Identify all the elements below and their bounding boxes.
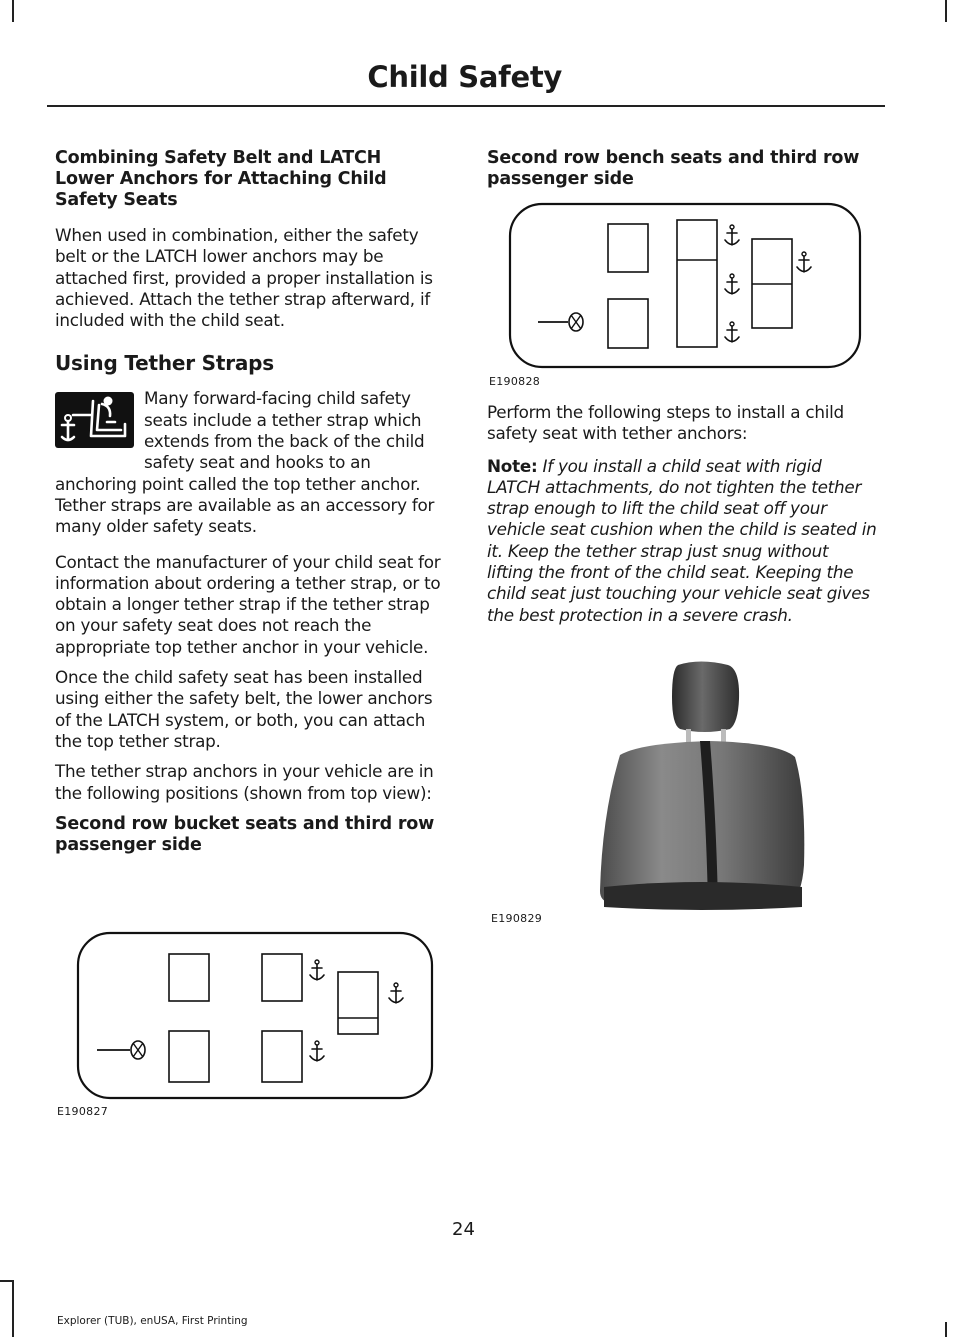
child-seat-tether-icon <box>55 392 134 448</box>
paragraph-tether-3: Once the child safety seat has been installed using either the safety belt, the lower anchors of the LATCH system, or both, you can attach the top tether strap. <box>55 667 433 751</box>
figure-id-seat: E190829 <box>491 912 543 925</box>
footer-text: Explorer (TUB), enUSA, First Printing <box>57 1315 248 1327</box>
figure-id-bench: E190828 <box>489 375 541 388</box>
crop-mark-top-right-v <box>945 0 947 22</box>
crop-mark-top-left-v <box>12 0 14 22</box>
note-label: Note: <box>487 455 538 476</box>
heading-combining: Combining Safety Belt and LATCH Lower Anchors for Attaching Child Safety Seats <box>55 148 387 210</box>
paragraph-tether-2: Contact the manufacturer of your child seat for information about ordering a tether strap, or to obtain a longer tether strap if the tether strap on your safety seat does not reach the appropriate top tether anchor in your vehicle. <box>55 551 441 657</box>
paragraph-tether-4: The tether strap anchors in your vehicle are in the following positions (shown from top view): <box>55 761 434 803</box>
paragraph-steps: Perform the following steps to install a child safety seat with tether anchors: <box>487 402 844 444</box>
title-divider <box>47 105 885 107</box>
crop-mark-bottom-left-h <box>0 1280 14 1282</box>
bucket-seats-diagram <box>76 930 434 1102</box>
paragraph-tether-1: Many forward-facing child safety seats include a tether strap which extends from the back of the child safety seat and hooks to an anchoring point called the top tether anchor. Tether straps are available as an accessory for many older safety seats. <box>55 388 435 537</box>
page-title: Child Safety <box>367 60 562 94</box>
crop-mark-bottom-left-v <box>12 1280 14 1337</box>
crop-mark-bottom-right-v <box>945 1322 947 1337</box>
heading-bench-block <box>487 148 879 190</box>
heading-tether-straps: Using Tether Straps <box>55 351 275 376</box>
left-column <box>55 148 447 856</box>
paragraph-combining: When used in combination, either the safety belt or the LATCH lower anchors may be attached first, provided a proper installation is achieved. Attach the tether strap afterward, if included with the child seat. <box>55 225 433 331</box>
note-text: If you install a child seat with rigid LATCH attachments, do not tighten the tether strap enough to lift the child seat off your vehicle seat cushion when the child is seated in it. Keep the tether strap just snug without lifting the front of the child seat. Keeping the child seat just touching your vehicle seat gives the best protection in a severe crash. <box>487 455 877 625</box>
bench-seats-diagram <box>508 201 864 371</box>
page-number: 24 <box>452 1219 475 1240</box>
right-column-text <box>487 402 879 626</box>
heading-bucket-seats: Second row bucket seats and third row passenger side <box>55 813 435 855</box>
vehicle-seat-illustration <box>580 655 820 915</box>
note-paragraph <box>487 456 879 626</box>
figure-id-bucket: E190827 <box>57 1105 109 1118</box>
heading-bench-seats: Second row bench seats and third row passenger side <box>487 148 860 189</box>
